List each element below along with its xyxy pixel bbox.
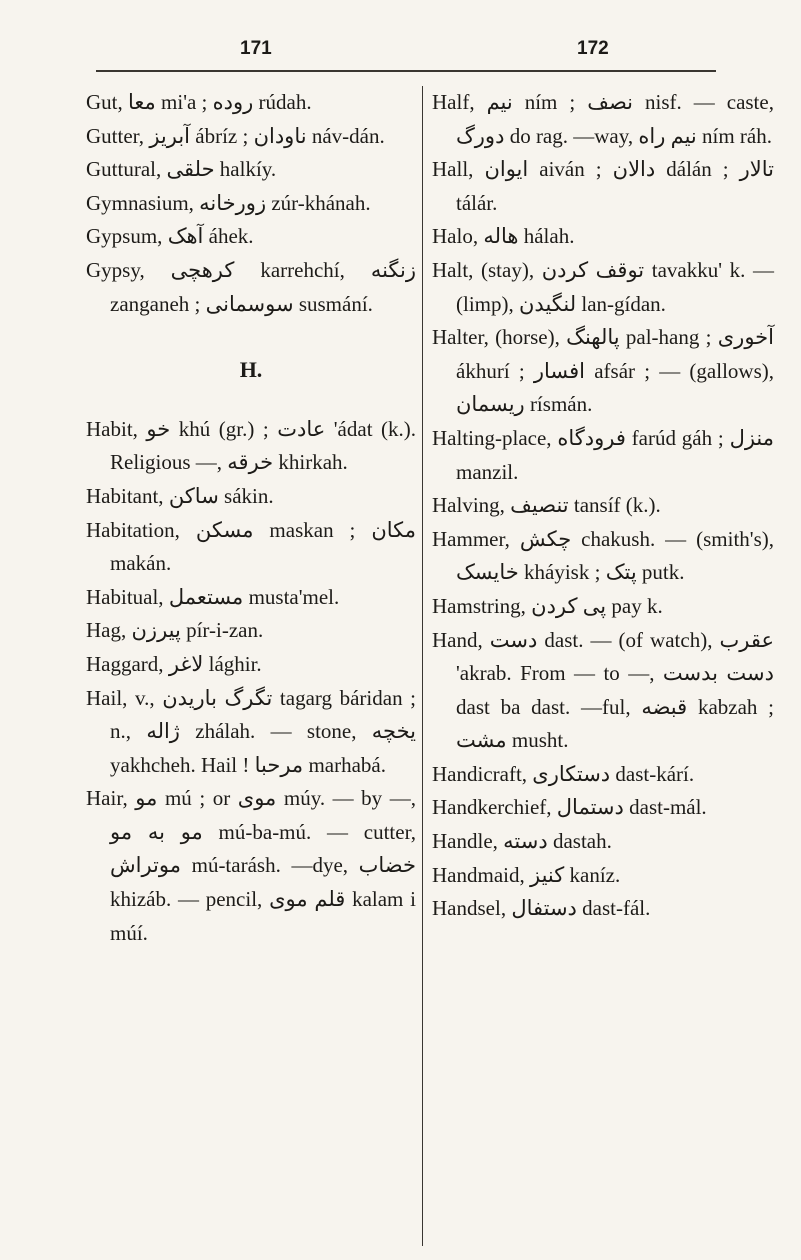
dictionary-entry: Gymnasium, زورخانه zúr-khánah.: [86, 190, 371, 215]
dictionary-entry: Hall, ایوان aiván ; دالان dálán ; تالار tálár.: [432, 157, 775, 215]
dictionary-entry: Habitation, مسکن maskan ; مکان makán.: [86, 517, 417, 576]
dictionary-entry: Gutter, آبریز ábríz ; ناودان náv-dán.: [86, 123, 385, 148]
dictionary-entry: Hammer, چکش chakush. — (smith's), خایسک kháyisk ; پتک putk.: [432, 526, 774, 585]
dictionary-entry: Hamstring, پی کردن pay k.: [432, 593, 663, 618]
dictionary-entry: Handle, دسته dastah.: [432, 829, 612, 854]
dictionary-entry: Handkerchief, دستمال dast-mál.: [432, 795, 707, 820]
dictionary-entry: Handmaid, کنیز kaníz.: [432, 862, 621, 887]
header-rule: [96, 70, 716, 72]
dictionary-entry: Haggard, لاغر lághir.: [86, 651, 262, 676]
section-letter: H.: [239, 357, 263, 383]
left-column: [86, 86, 416, 950]
dictionary-entry: Gypsum, آهک áhek.: [86, 224, 254, 249]
dictionary-entry: Habitant, ساکن sákin.: [86, 483, 274, 508]
dictionary-entry: Halt, (stay), توقف کردن tavakku' k. — (limp), لنگیدن lan-gídan.: [432, 257, 775, 316]
dictionary-entry: Hail, v., تگرگ باریدن tagarg báridan ; n., ژاله zhálah. — stone, یخچه yakhcheh. Hail ! مرحبا marhabá.: [86, 685, 417, 777]
column-divider: [422, 86, 423, 1246]
page-number-right: 172: [577, 38, 609, 59]
dictionary-entry: Hair, مو mú ; or موی múy. — by —, مو به مو mú-ba-mú. — cutter, موتراش mú-tarásh. —dye, خضاب khizáb. — pencil, قلم موی kalam i múí.: [86, 786, 416, 945]
dictionary-entry: Handsel, دستفال dast-fál.: [432, 896, 651, 921]
dictionary-entry: Habitual, مستعمل musta'mel.: [86, 584, 340, 609]
dictionary-entry: Gut, معا mi'a ; روده rúdah.: [86, 90, 312, 114]
dictionary-entry: Halo, هاله hálah.: [432, 224, 575, 249]
dictionary-entry: Halting-place, فرودگاه farúd gáh ; منزل manzil.: [432, 425, 774, 484]
page-number-left: 171: [240, 38, 272, 59]
dictionary-entry: Half, نیم ním ; نصف nisf. — caste, دورگ do rag. —way, نیم راه ním ráh.: [432, 90, 774, 148]
right-column: [432, 86, 774, 926]
dictionary-entry: Halving, تنصیف tansíf (k.).: [432, 493, 661, 518]
dictionary-entry: Guttural, حلقی halkíy.: [86, 157, 277, 182]
dictionary-entry: Gypsy, کرهچی karrehchí, زنگنه zanganeh ; سوسمانی susmání.: [86, 257, 416, 316]
dictionary-entry: Hand, دست dast. — (of watch), عقرب 'akrab. From — to —, دست بدست dast ba dast. —ful, قبضه kabzah ; مشت musht.: [432, 627, 775, 753]
dictionary-entry: Hag, پیرزن pír-i-zan.: [86, 618, 264, 643]
dictionary-entry: Habit, خو khú (gr.) ; عادت 'ádat (k.). Religious —, خرقه khirkah.: [86, 416, 417, 475]
dictionary-entry: Handicraft, دستکاری dast-kárí.: [432, 761, 695, 786]
dictionary-entry: Halter, (horse), پالهنگ pal-hang ; آخوری ákhurí ; افسار afsár ; — (gallows), ریسمان rísmán.: [432, 325, 775, 417]
